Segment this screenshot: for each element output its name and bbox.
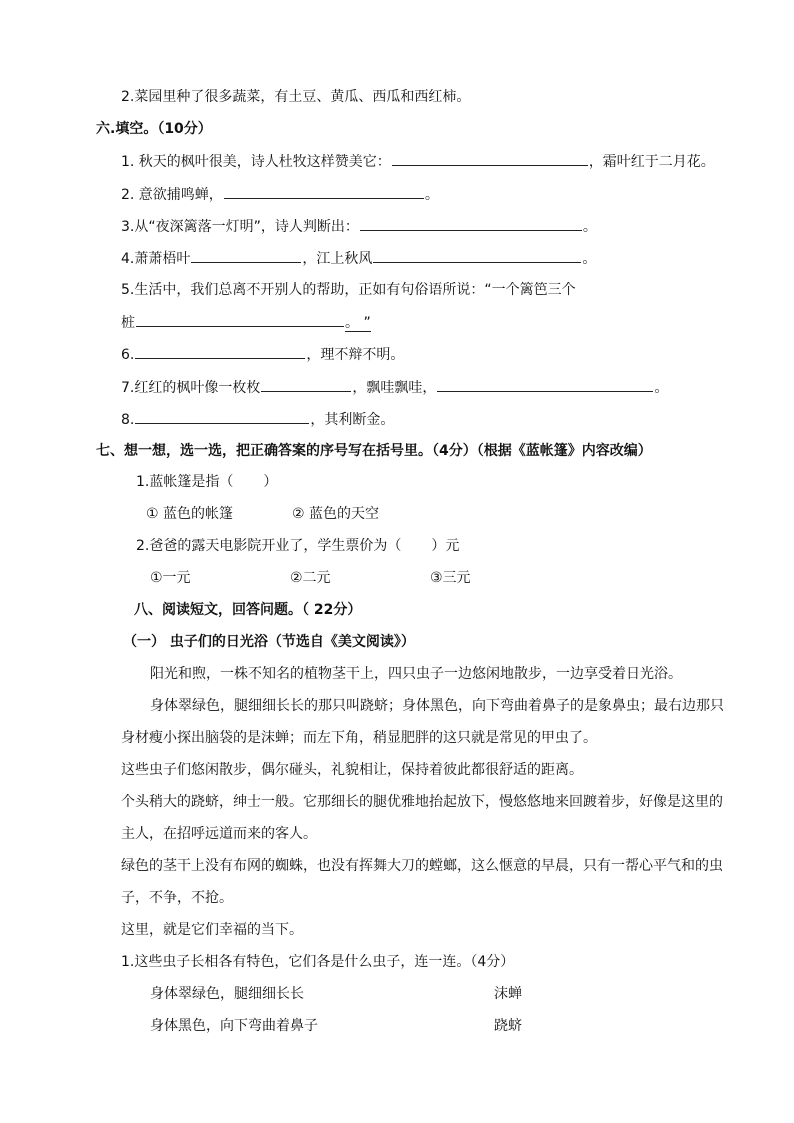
q3-text-end: 。	[582, 219, 597, 235]
q2-close: ）元	[431, 538, 460, 554]
q2-option-1: ①一元	[150, 570, 191, 586]
passage-paragraph-2: 身体翠绿色，腿细细长长的那只叫跷蛴；身体黑色，向下弯曲着鼻子的是象鼻虫；最右边那只	[150, 698, 724, 714]
passage-paragraph-4: 个头稍大的跷蛴，绅士一般。它那细长的腿优雅地抬起放下，慢悠悠地来回踱着步，好像是这里的	[121, 794, 723, 810]
match-left-2[interactable]: 身体黑色，向下弯曲着鼻子	[150, 1018, 318, 1034]
section7-question2	[136, 536, 459, 556]
passage-paragraph-4-cont: 主人，在招呼远道而来的客人。	[121, 826, 317, 842]
q5-text: 桩	[121, 315, 135, 331]
section6-question5-cont	[121, 312, 371, 333]
q5-text-end: 。 ”	[345, 315, 371, 331]
match-left-1[interactable]: 身体翠绿色，腿细细长长	[150, 986, 304, 1002]
section5-question2: 2.菜园里种了很多蔬菜，有土豆、黄瓜、西瓜和西红柿。	[121, 89, 471, 105]
q6-text: 6.	[121, 347, 135, 363]
q1-close: ）	[263, 474, 278, 490]
section6-question3	[121, 216, 597, 237]
answer-blank[interactable]	[191, 248, 301, 263]
section6-question4	[121, 248, 596, 269]
match-right-1[interactable]: 沫蝉	[494, 986, 522, 1002]
section6-heading: 六.填空。（10分）	[96, 121, 212, 137]
q1-option-1: ① 蓝色的帐篷	[146, 506, 234, 522]
q2-text-end: 。	[424, 187, 439, 203]
passage-title: （一） 虫子们的日光浴（节选自《美文阅读》）	[123, 634, 415, 650]
q1-text-end: ，霜叶红于二月花。	[588, 154, 715, 170]
section7-question1	[136, 472, 277, 492]
q8-text: 8.	[121, 412, 135, 428]
q4-text-end: 。	[582, 251, 597, 267]
answer-blank[interactable]	[261, 377, 351, 392]
q7-text: 7.红红的枫叶像一枚枚	[121, 380, 261, 396]
answer-blank[interactable]	[224, 184, 424, 199]
passage-paragraph-2-cont: 身材瘦小探出脑袋的是沫蝉；而左下角，稍显肥胖的这只就是常见的甲虫了。	[121, 730, 597, 746]
section8-question1: 1.这些虫子长相各有特色，它们各是什么虫子，连一连。（4分）	[121, 954, 515, 970]
section6-question7	[121, 377, 668, 398]
q7-text-mid: ，飘哇飘哇，	[352, 380, 437, 396]
q2-text: 2.爸爸的露天电影院开业了，学生票价为（	[136, 538, 402, 554]
section6-question5: 5.生活中，我们总离不开别人的帮助，正如有句俗语所说：“一个篱笆三个	[121, 282, 576, 298]
q4-text-mid: ，江上秋风	[302, 251, 373, 267]
answer-blank[interactable]	[360, 216, 582, 231]
answer-blank[interactable]	[135, 344, 305, 359]
section7-heading: 七、想一想，选一选，把正确答案的序号写在括号里。（4分）（根据《蓝帐篷》内容改编）	[96, 443, 652, 459]
section8-heading: 八、阅读短文，回答问题。（ 22分）	[134, 602, 362, 618]
answer-blank[interactable]	[437, 377, 653, 392]
section6-question2	[121, 184, 439, 205]
q7-text-end: 。	[654, 380, 669, 396]
q8-text-end: ，其利断金。	[310, 412, 395, 428]
q1-text: 1.蓝帐篷是指（	[136, 474, 234, 490]
q2-option-2: ②二元	[290, 570, 331, 586]
q1-option-2: ② 蓝色的天空	[292, 506, 380, 522]
answer-blank[interactable]	[392, 151, 588, 166]
section6-question1	[121, 151, 715, 172]
passage-paragraph-5-cont: 子，不争，不抢。	[121, 890, 233, 906]
answer-blank[interactable]	[135, 409, 309, 424]
section6-question8	[121, 409, 394, 430]
q1-text: 1. 秋天的枫叶很美，诗人杜牧这样赞美它：	[121, 154, 391, 170]
answer-blank[interactable]	[373, 248, 581, 263]
q3-text: 3.从“夜深篱落一灯明”，诗人判断出：	[121, 219, 359, 235]
q2-option-3: ③三元	[430, 570, 471, 586]
passage-paragraph-3: 这些虫子们悠闲散步，偶尔碰头，礼貌相让，保持着彼此都很舒适的距离。	[121, 762, 583, 778]
q2-text: 2. 意欲捕鸣蝉，	[121, 187, 223, 203]
section6-question6	[121, 344, 404, 365]
passage-paragraph-6: 这里，就是它们幸福的当下。	[121, 922, 303, 938]
q4-text: 4.萧萧梧叶	[121, 251, 191, 267]
answer-blank[interactable]	[136, 312, 344, 327]
q6-text-end: ，理不辩不明。	[306, 347, 405, 363]
match-right-2[interactable]: 跷蛴	[494, 1018, 522, 1034]
passage-paragraph-1: 阳光和煦，一株不知名的植物茎干上，四只虫子一边悠闲地散步，一边享受着日光浴。	[150, 666, 682, 682]
passage-paragraph-5: 绿色的茎干上没有布网的蜘蛛，也没有挥舞大刀的螳螂，这么惬意的早晨，只有一帮心平气和的虫	[121, 858, 723, 874]
